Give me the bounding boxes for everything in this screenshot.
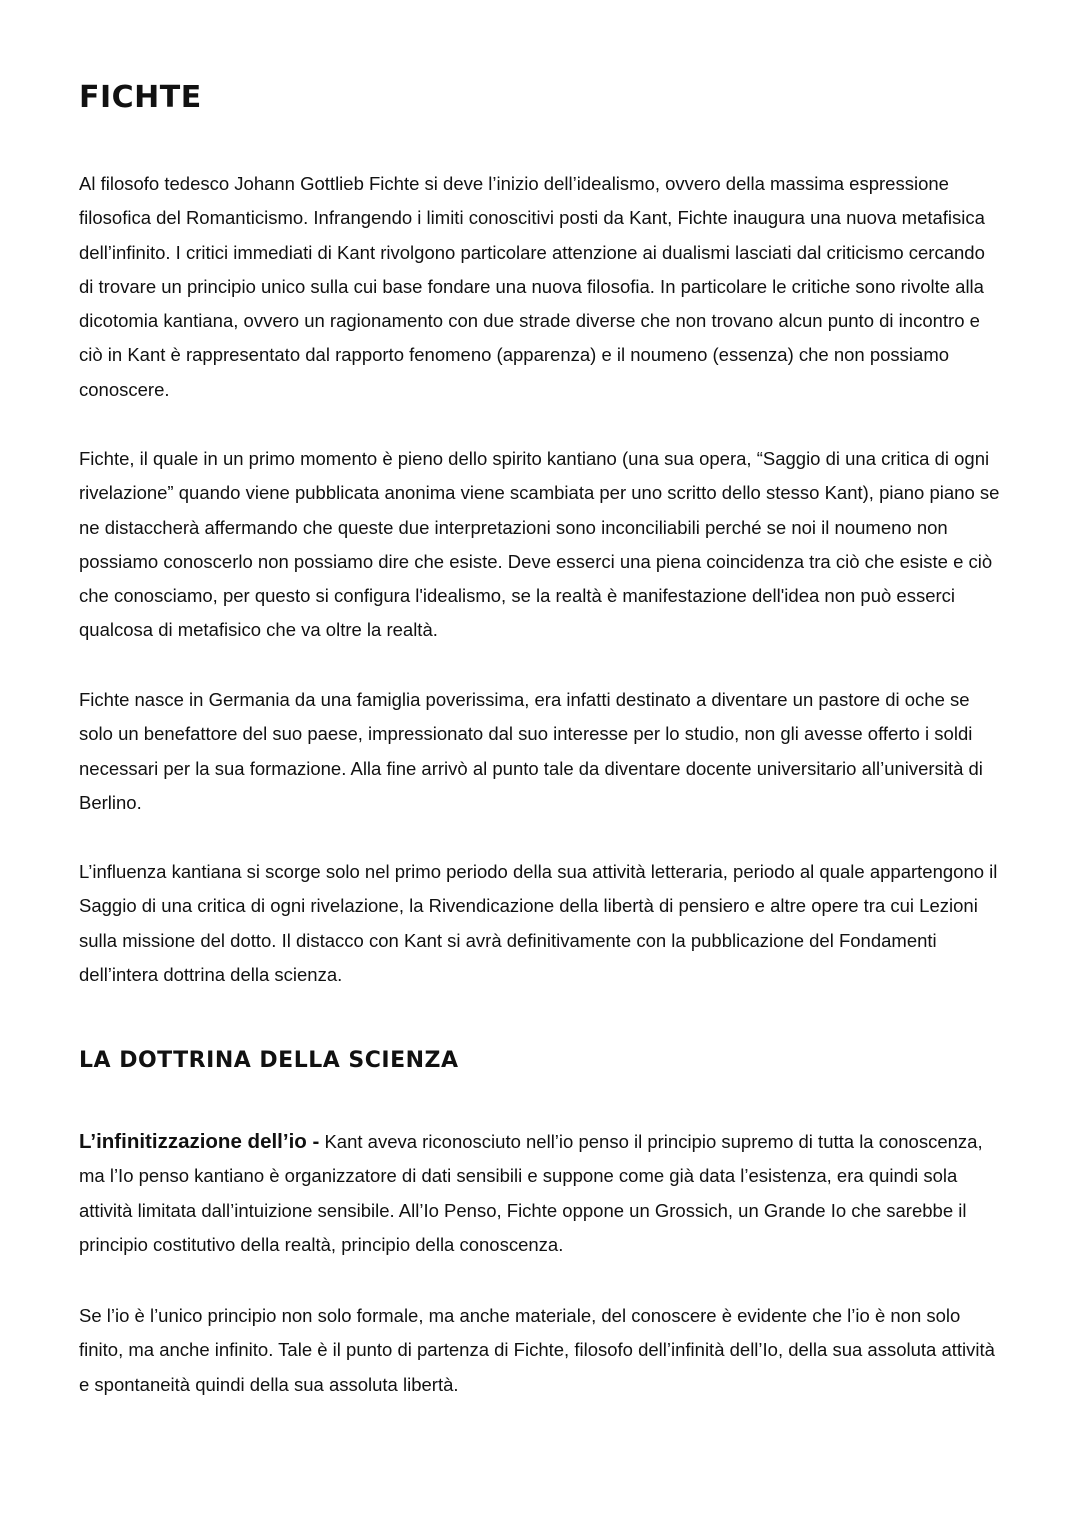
lead-text: Kant aveva riconosciuto nell’io penso il principio supremo di tutta la conoscenza, ma l’Io penso kantiano è organizzatore di dati sensibili e suppone come già data l’esistenza, era quindi sola attività limitata dall’intuizione sensibile. All’Io Penso, Fichte oppone un Grossich, un Grande Io che sarebbe il principio costitutivo della realtà, principio della conoscenza. [79, 1131, 983, 1255]
paragraph-intro: Al filosofo tedesco Johann Gottlieb Fichte si deve l’inizio dell’idealismo, ovvero della massima espressione filosofica del Romanticismo. Infrangendo i limiti conoscitivi posti da Kant, Fichte inaugura una nuova metafisica dell’infinito. I critici immediati di Kant rivolgono particolare attenzione ai dualismi lasciati dal criticismo cercando di trovare un principio unico sulla cui base fondare una nuova filosofia. In particolare le critiche sono rivolte alla dicotomia kantiana, ovvero un ragionamento con due strade diverse che non trovano alcun punto di incontro e ciò in Kant è rappresentato dal rapporto fenomeno (apparenza) e il noumeno (essenza) che non possiamo conoscere. [79, 173, 985, 400]
paragraph-works: L’influenza kantiana si scorge solo nel primo periodo della sua attività letteraria, periodo al quale appartengono il Saggio di una critica di ogni rivelazione, la Rivendicazione della libertà di pensiero e altre opere tra cui Lezioni sulla missione del dotto. Il distacco con Kant si avrà definitivamente con la pubblicazione del Fondamenti dell’intera dottrina della scienza. [79, 861, 998, 985]
section-heading: LA DOTTRINA DELLA SCIENZA [79, 1048, 459, 1073]
page-title: FICHTE [79, 80, 202, 115]
lead-term: L’infinitizzazione dell’io - [79, 1130, 320, 1153]
paragraph-biography: Fichte nasce in Germania da una famiglia poverissima, era infatti destinato a diventare un pastore di oche se solo un benefattore del suo paese, impressionato dal suo interesse per lo studio, non gli avesse offerto i soldi necessari per la sua formazione. Alla fine arrivò al punto tale da diventare docente universitario all’università di Berlino. [79, 689, 983, 813]
paragraph-kant-relation: Fichte, il quale in un primo momento è pieno dello spirito kantiano (una sua opera, “Saggio di una critica di ogni rivelazione” quando viene pubblicata anonima viene scambiata per uno scritto dello stesso Kant), piano piano se ne distaccherà affermando che queste due interpretazioni sono inconciliabili perché se noi il noumeno non possiamo conoscerlo non possiamo dire che esiste. Deve esserci una piena coincidenza tra ciò che esiste e ciò che conosciamo, per questo si configura l'idealismo, se la realtà è manifestazione dell'idea non può esserci qualcosa di metafisico che va oltre la realtà. [79, 448, 1000, 641]
paragraph-infinite-ego: Se l’io è l’unico principio non solo formale, ma anche materiale, del conoscere è evidente che l’io è non solo finito, ma anche infinito. Tale è il punto di partenza di Fichte, filosofo dell’infinità dell’Io, della sua assoluta attività e spontaneità quindi della sua assoluta libertà. [79, 1305, 995, 1395]
paragraph-infinitization [79, 1125, 1004, 1262]
